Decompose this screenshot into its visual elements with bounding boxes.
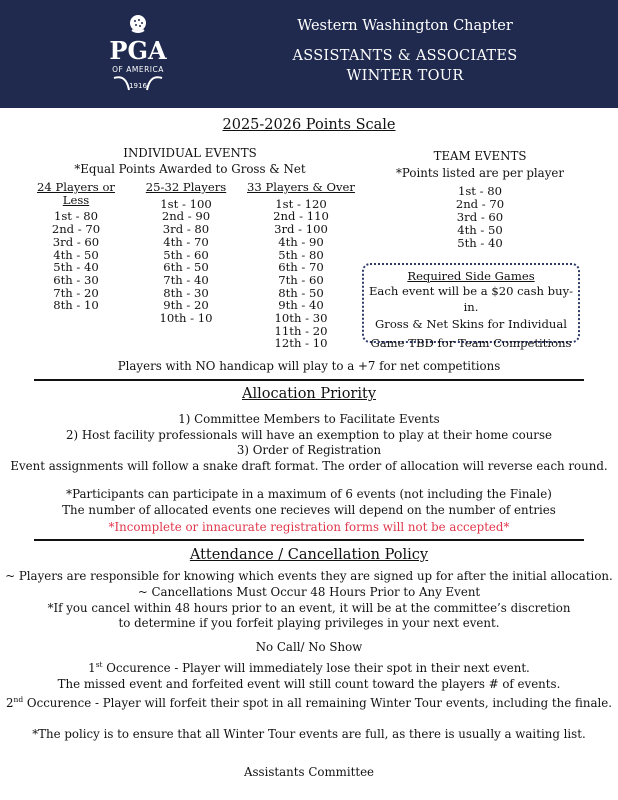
list-item: 1st - 120 <box>275 196 327 211</box>
pga-logo <box>96 12 180 96</box>
points-column-24-or-less <box>26 181 126 312</box>
first-occurrence-line2: The missed event and forfeited event will still count toward the players # of events. <box>57 676 561 691</box>
team-points-list <box>430 185 530 250</box>
handicap-note: Players with NO handicap will play to a +7 for net competitions <box>117 359 501 373</box>
list-item: 5th - 40 <box>457 236 503 250</box>
list-item: 9th - 40 <box>278 298 324 313</box>
section-divider <box>34 379 584 381</box>
points-column-33-and-over <box>246 181 356 350</box>
allocation-list <box>0 412 618 474</box>
allocation-title: Allocation Priority <box>241 386 377 402</box>
list-item: 4th - 50 <box>53 247 99 262</box>
attendance-line: ~ Players are responsible for knowing which events they are signed up for after the initial allocation. <box>5 569 613 583</box>
list-item: 1st - 80 <box>457 184 503 198</box>
tour-title-line2: WINTER TOUR <box>346 68 464 84</box>
list-item: 1st - 100 <box>160 196 212 211</box>
header-text <box>250 18 560 86</box>
tour-title-line1: ASSISTANTS & ASSOCIATES <box>292 48 518 64</box>
column-header: 25-32 Players <box>145 180 227 194</box>
attendance-line: *If you cancel within 48 hours prior to an event, it will be at the committee’s discretion <box>47 600 571 615</box>
first-occurrence-line: 1st Occurence - Player will immediately lose their spot in their next event. <box>88 660 530 675</box>
header-banner <box>0 0 618 108</box>
list-item: 3rd - 60 <box>52 234 100 249</box>
list-item: 5th - 60 <box>163 247 209 262</box>
list-item: 6th - 50 <box>163 260 209 275</box>
attendance-list <box>0 569 618 632</box>
list-item: 2nd - 70 <box>455 197 505 211</box>
list-item: 5th - 40 <box>53 260 99 275</box>
list-item: 3rd - 60 <box>456 210 504 224</box>
list-item: 4th - 70 <box>163 234 209 249</box>
list-item: 2nd - 110 <box>273 209 329 224</box>
list-item: 8th - 50 <box>278 285 324 300</box>
allocation-line: 2) Host facility professionals will have an exemption to play at their home course <box>66 427 552 442</box>
no-call-no-show: No Call/ No Show <box>255 640 363 654</box>
list-item: 6th - 70 <box>278 260 324 275</box>
points-scale-title: 2025-2026 Points Scale <box>222 117 396 133</box>
column-header: 24 Players or Less <box>37 180 115 207</box>
policy-note: *The policy is to ensure that all Winter Tour events are full, as there is usually a waiting list. <box>32 727 586 741</box>
list-item: 7th - 20 <box>53 285 99 300</box>
svg-text:OF AMERICA: OF AMERICA <box>112 65 164 74</box>
side-games-box <box>362 263 580 350</box>
side-games-line: Game TBD for Team Competitions <box>370 336 572 350</box>
individual-events-title: INDIVIDUAL EVENTS <box>123 146 257 160</box>
list-item: 5th - 80 <box>278 247 324 262</box>
list-item: 11th - 20 <box>274 323 328 338</box>
points-column-25-32 <box>143 181 229 325</box>
allocation-line: 3) Order of Registration <box>236 443 382 457</box>
list-item: 8th - 30 <box>163 285 209 300</box>
participation-line: *Participants can participate in a maximum of 6 events (not including the Finale) <box>66 487 552 501</box>
individual-events-note: *Equal Points Awarded to Gross & Net <box>74 162 306 176</box>
side-games-line: Each event will be a $20 cash buy-in. <box>368 284 574 314</box>
signature: Assistants Committee <box>243 765 375 779</box>
list-item: 3rd - 100 <box>274 222 328 237</box>
registration-warning: *Incomplete or innacurate registration forms will not be accepted* <box>108 520 510 534</box>
list-item: 10th - 30 <box>274 311 328 326</box>
list-item: 7th - 60 <box>278 272 324 287</box>
participation-line: The number of allocated events one recieves will depend on the number of entries <box>62 503 556 517</box>
attendance-line: to determine if you forfeit playing privileges in your next event. <box>118 616 500 631</box>
list-item: 2nd - 90 <box>161 209 211 224</box>
allocation-line: Event assignments will follow a snake draft format. The order of allocation will reverse each round. <box>10 458 608 473</box>
side-games-title: Required Side Games <box>407 269 535 283</box>
list-item: 12th - 10 <box>274 336 328 351</box>
attendance-line: ~ Cancellations Must Occur 48 Hours Prior to Any Event <box>137 584 481 599</box>
list-item: 4th - 90 <box>278 234 324 249</box>
side-games-line: Gross & Net Skins for Individual <box>375 317 567 331</box>
svg-text:PGA: PGA <box>109 36 167 65</box>
list-item: 4th - 50 <box>457 223 503 237</box>
list-item: 1st - 80 <box>53 209 99 224</box>
attendance-title: Attendance / Cancellation Policy <box>189 547 429 563</box>
participation-notes <box>0 486 618 518</box>
team-events-title: TEAM EVENTS <box>433 149 527 163</box>
list-item: 2nd - 70 <box>51 222 101 237</box>
chapter-name: Western Washington Chapter <box>297 18 513 34</box>
list-item: 3rd - 80 <box>162 222 210 237</box>
list-item: 9th - 20 <box>163 298 209 313</box>
allocation-line: 1) Committee Members to Facilitate Events <box>178 412 440 426</box>
column-header: 33 Players & Over <box>247 180 355 194</box>
list-item: 7th - 40 <box>163 272 209 287</box>
first-occurrence <box>0 657 618 692</box>
list-item: 10th - 10 <box>159 311 213 326</box>
section-divider <box>34 539 584 541</box>
list-item: 8th - 10 <box>53 298 99 313</box>
list-item: 6th - 30 <box>53 272 99 287</box>
second-occurrence: 2nd Occurence - Player will forfeit their spot in all remaining Winter Tour events, including the finale. <box>6 695 612 710</box>
team-events-note: *Points listed are per player <box>396 166 564 180</box>
svg-text:1916: 1916 <box>129 82 147 90</box>
